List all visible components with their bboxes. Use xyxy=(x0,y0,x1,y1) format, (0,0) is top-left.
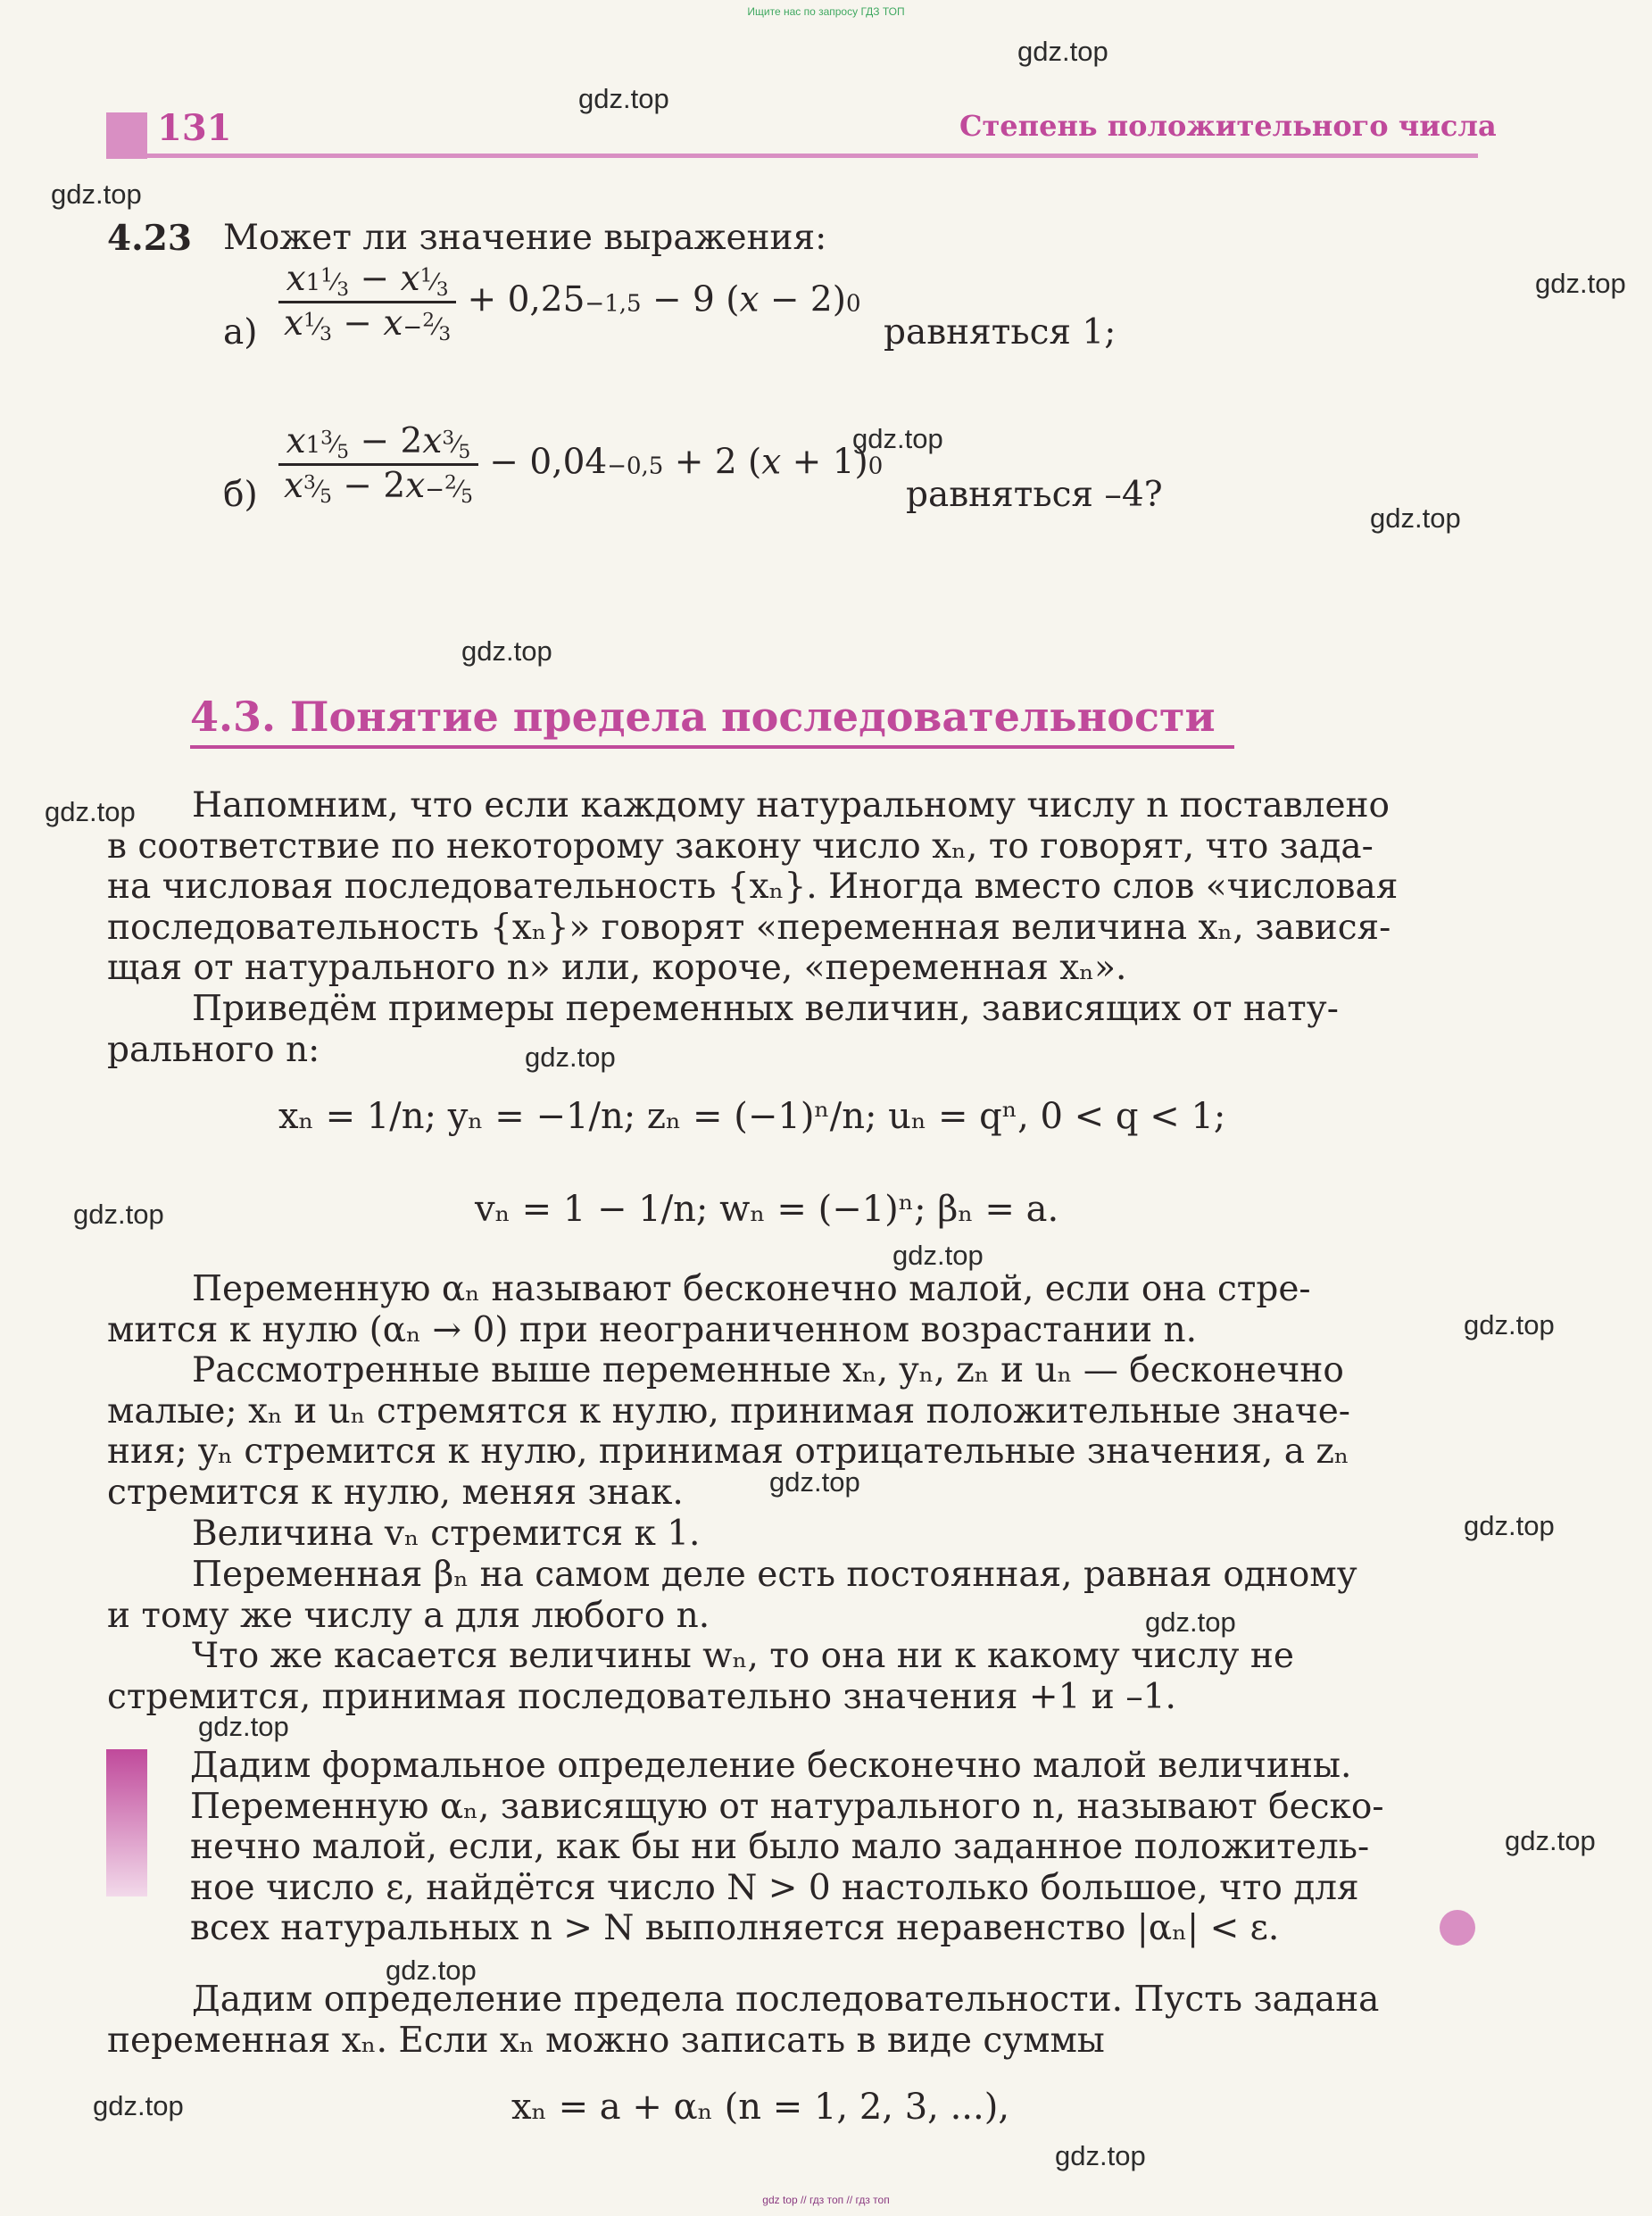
text-line: стремится, принимая последовательно значения +1 и –1. xyxy=(107,1676,1176,1717)
exercise-a-tail: равняться 1; xyxy=(884,312,1117,353)
watermark: gdz.top xyxy=(461,635,552,667)
watermark: gdz.top xyxy=(1505,1825,1596,1856)
text-line: Напомним, что если каждому натуральному числу n поставлено xyxy=(192,785,1391,826)
text-line: ния; yₙ стремится к нулю, принимая отрицательные значения, а zₙ xyxy=(107,1432,1349,1473)
watermark: gdz.top xyxy=(852,423,943,454)
text-line: Рассмотренные выше переменные xₙ, yₙ, zₙ и uₙ — бесконечно xyxy=(192,1350,1344,1390)
exercise-b-tail: равняться –4? xyxy=(906,475,1163,515)
text-line: нечно малой, если, как бы ни было мало заданное положитель- xyxy=(190,1827,1370,1868)
watermark: gdz.top xyxy=(1464,1309,1555,1340)
text-line: щая от натурального n» или, короче, «переменная xₙ». xyxy=(107,948,1127,989)
running-title: Степень положительного числа xyxy=(959,109,1497,143)
text-line: последовательность {xₙ}» говорят «переменная величина xₙ, завися- xyxy=(107,907,1391,948)
watermark: gdz.top xyxy=(1464,1510,1555,1541)
text-line: малые; xₙ и uₙ стремятся к нулю, принимая положительные значе- xyxy=(107,1390,1350,1432)
watermark: gdz.top xyxy=(386,1955,477,1986)
text-line: в соответствие по некоторому закону число xₙ, то говорят, что зада- xyxy=(107,826,1374,867)
text-line: мится к нулю (αₙ → 0) при неограниченном возрастании n. xyxy=(107,1309,1197,1350)
exercise-b-label: б) xyxy=(223,475,258,515)
watermark: gdz.top xyxy=(1145,1606,1236,1638)
watermark: gdz.top xyxy=(769,1466,860,1498)
watermark: gdz.top xyxy=(45,796,136,827)
text-line: рального n: xyxy=(107,1029,320,1070)
exercise-b-expression: $\frac{x1^3⁄_5 - 2x^3⁄_5}{x^3⁄_5 - 2x-^2⁄_5}$ − 0,04−0,5 + 2 (x + 1)0 xyxy=(278,421,883,508)
section-title: 4.3. Понятие предела последовательности xyxy=(190,693,1216,741)
section-rule xyxy=(190,745,1234,749)
text-line: на числовая последовательность {xₙ}. Иногда вместо слов «числовая xyxy=(107,867,1399,908)
text-line: Переменную αₙ называют бесконечно малой, если она стре- xyxy=(192,1269,1311,1309)
text-line: Дадим определение предела последовательности. Пусть задана xyxy=(192,1979,1380,2020)
text-line: Переменную αₙ, зависящую от натурального n, называют беско- xyxy=(190,1786,1384,1827)
watermark: gdz.top xyxy=(525,1042,616,1073)
watermark: gdz.top xyxy=(1535,268,1626,299)
definition-marker xyxy=(106,1749,147,1896)
watermark: gdz.top xyxy=(892,1240,984,1271)
text-line: Переменная βₙ на самом деле есть постоянная, равная одному xyxy=(192,1555,1357,1595)
exercise-a-expression: $\frac{x1^1⁄_3 - x^1⁄_3}{x^1⁄_3 - x-^2⁄_3}$ + 0,25−1,5 − 9 (x − 2)0 xyxy=(278,259,861,345)
paragraph-2 xyxy=(107,989,1477,1070)
top-site-note: Ищите нас по запросу ГДЗ ТОП xyxy=(747,5,905,18)
text-line: Дадим формальное определение бесконечно малой величины. xyxy=(190,1746,1352,1786)
watermark: gdz.top xyxy=(1370,502,1461,534)
paragraph-8 xyxy=(107,1979,1477,2061)
text-line: Приведём примеры переменных величин, зависящих от нату- xyxy=(192,989,1339,1029)
examples-formula-row-2: vₙ = 1 − 1/n; wₙ = (−1)ⁿ; βₙ = a. xyxy=(475,1189,1059,1230)
paragraph-7 xyxy=(107,1636,1477,1717)
page-number: 131 xyxy=(157,107,232,149)
watermark: gdz.top xyxy=(93,2090,184,2121)
page-number-marker xyxy=(106,112,147,159)
paragraph-6 xyxy=(107,1555,1477,1636)
text-line: всех натуральных n > N выполняется неравенство |αₙ| < ε. xyxy=(190,1908,1280,1949)
header-rule xyxy=(106,154,1478,158)
exercise-number: 4.23 xyxy=(107,218,192,259)
text-line: Величина vₙ стремится к 1. xyxy=(192,1514,701,1554)
paragraph-5 xyxy=(107,1514,1477,1555)
text-line: и тому же числу a для любого n. xyxy=(107,1595,710,1636)
paragraph-3 xyxy=(107,1269,1477,1350)
sum-formula: xₙ = a + αₙ (n = 1, 2, 3, ...), xyxy=(511,2087,1010,2128)
text-line: переменная xₙ. Если xₙ можно записать в виде суммы xyxy=(107,2020,1105,2061)
examples-formula-row-1: xₙ = 1/n; yₙ = −1/n; zₙ = (−1)ⁿ/n; uₙ = qⁿ, 0 < q < 1; xyxy=(278,1096,1226,1137)
definition-paragraph xyxy=(190,1746,1477,1949)
watermark: gdz.top xyxy=(198,1711,289,1742)
text-line: Что же касается величины wₙ, то она ни к какому числу не xyxy=(192,1636,1294,1676)
watermark: gdz.top xyxy=(51,178,142,210)
text-line: ное число ε, найдётся число N > 0 настолько большое, что для xyxy=(190,1867,1359,1908)
watermark: gdz.top xyxy=(73,1199,164,1230)
definition-end-bullet xyxy=(1440,1910,1475,1946)
paragraph-4 xyxy=(107,1350,1477,1513)
watermark: gdz.top xyxy=(578,83,669,114)
text-line: стремится к нулю, меняя знак. xyxy=(107,1472,684,1513)
watermark: gdz.top xyxy=(1055,2140,1146,2171)
watermark: gdz.top xyxy=(1017,36,1108,67)
exercise-a-label: а) xyxy=(223,312,258,353)
paragraph-1 xyxy=(107,785,1477,989)
exercise-question: Может ли значение выражения: xyxy=(223,218,827,258)
bottom-site-note: gdz top // гдз топ // гдз топ xyxy=(762,2194,890,2206)
